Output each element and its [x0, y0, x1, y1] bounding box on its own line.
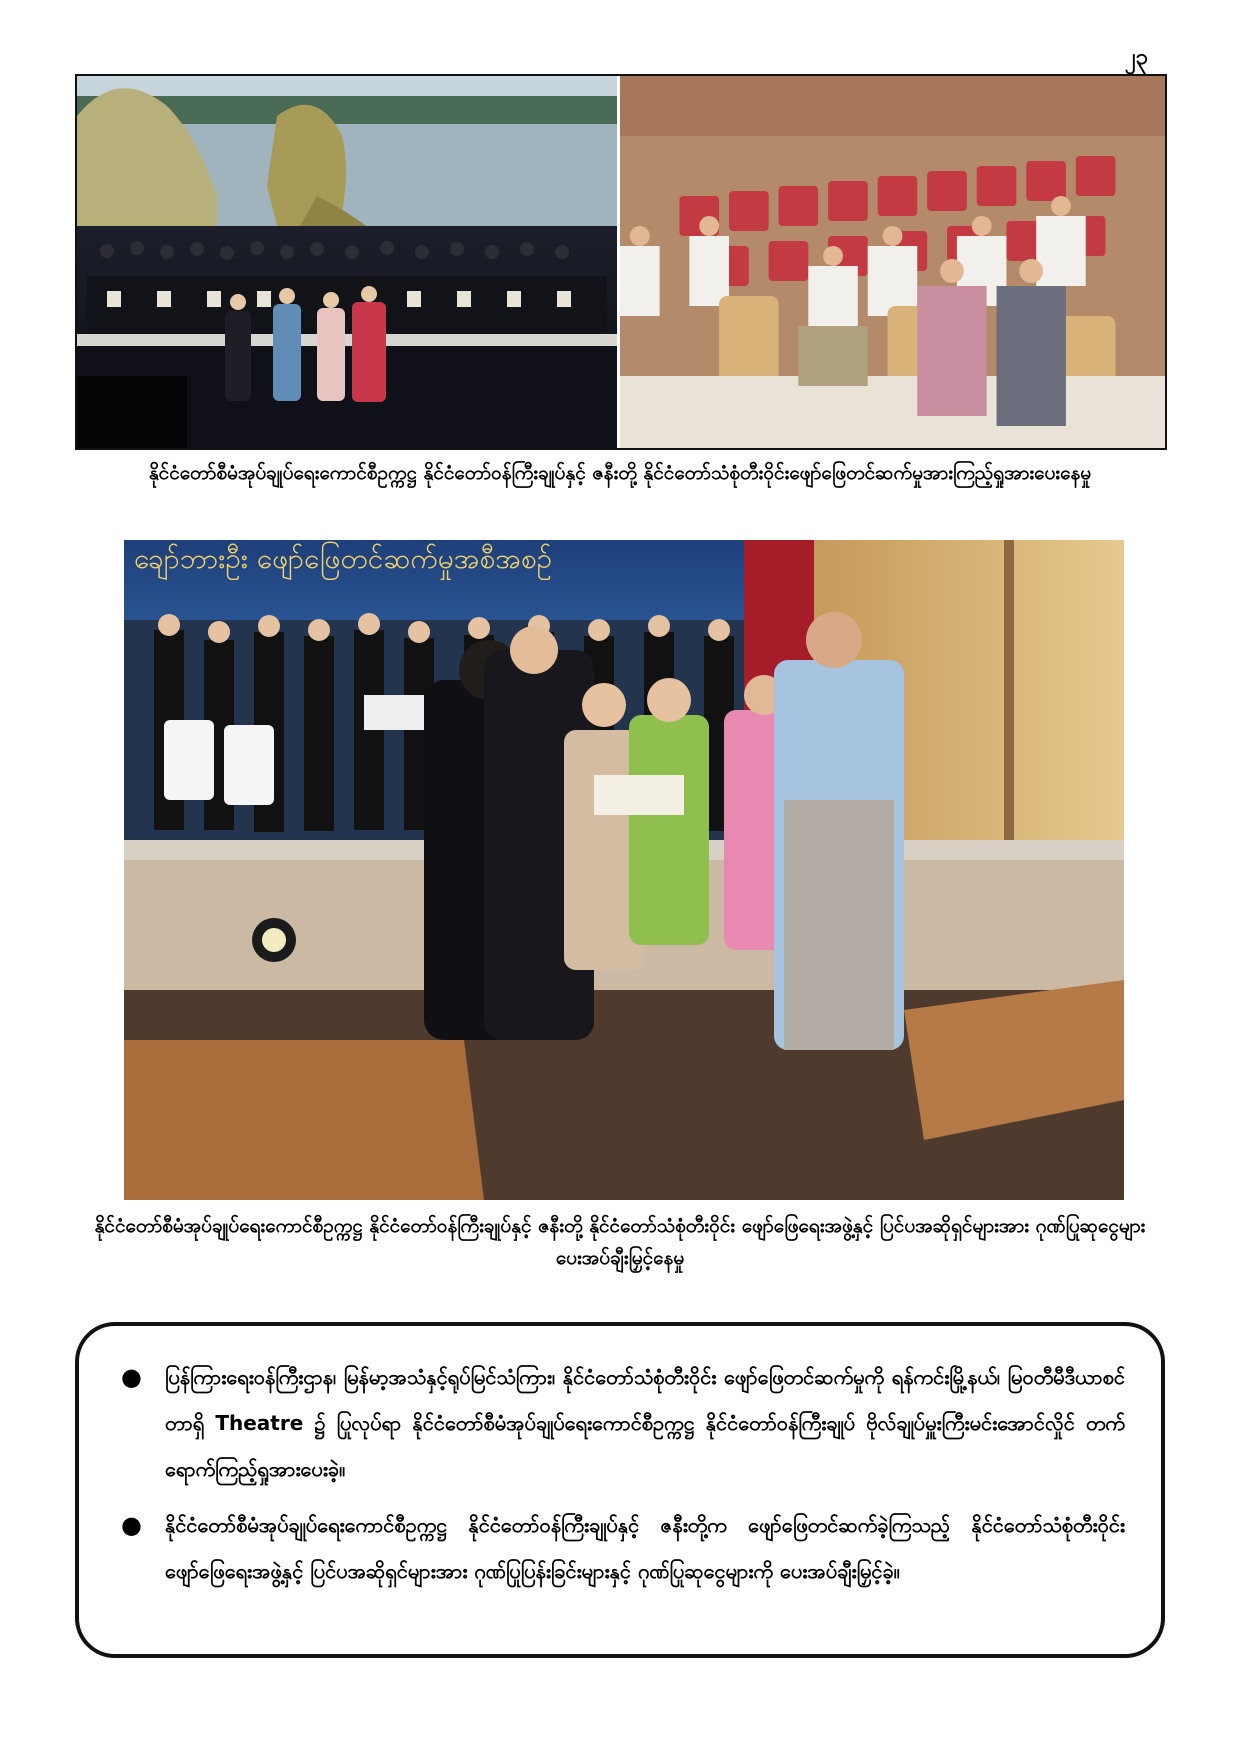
banner-text: ချော်ဘားဦး ဖျော်ဖြေတင်ဆက်မှုအစီအစဉ်	[134, 542, 553, 575]
page-number: ၂၃	[1124, 45, 1148, 70]
bullet-text: ပြန်ကြားရေးဝန်ကြီးဌာန၊ မြန်မာ့အသံနှင့်ရုပ်မြင်သံကြား၊ နိုင်ငံတော်သံစုံတီးဝိုင်း ဖျော်ဖြေတင်ဆက်မှုကို ရန်ကင်းမြို့နယ်၊ မြဝတီမီဒီယာစင်တာရှိ Theatre ၌ ပြုလုပ်ရာ နိုင်ငံတော်စီမံအုပ်ချုပ်ရေးကောင်စီဥက္ကဋ္ဌ နိုင်ငံတော်ဝန်ကြီးချုပ် ဗိုလ်ချုပ်မှူးကြီးမင်းအောင်လှိုင် တက်ရောက်ကြည့်ရှုအားပေးခဲ့။	[165, 1365, 1125, 1481]
summary-box	[75, 1322, 1165, 1658]
summary-bullet	[109, 1354, 1125, 1492]
audience-photo	[617, 76, 1165, 448]
top-photo-strip	[75, 74, 1167, 450]
summary-bullet	[109, 1502, 1125, 1594]
bullet-icon: ●	[121, 1363, 142, 1391]
main-photo-caption: နိုင်ငံတော်စီမံအုပ်ချုပ်ရေးကောင်စီဥက္ကဋ္ဌ နိုင်ငံတော်ဝန်ကြီးချုပ်နှင့် ဇနီးတို့ နိုင်ငံတော်သံစုံတီးဝိုင်း ဖျော်ဖြေရေးအဖွဲ့နှင့် ပြင်ပအဆိုရှင်များအား ဂုဏ်ပြုဆုငွေများ ပေးအပ်ချီးမြှင့်နေမှု	[94, 1215, 1146, 1269]
award-presentation-photo	[124, 540, 1124, 1200]
orchestra-concert-photo	[77, 76, 617, 448]
bullet-icon: ●	[121, 1511, 142, 1539]
top-photos-caption: နိုင်ငံတော်စီမံအုပ်ချုပ်ရေးကောင်စီဥက္ကဋ္ဌ နိုင်ငံတော်ဝန်ကြီးချုပ်နှင့် ဇနီးတို့ နိုင်ငံတော်သံစုံတီးဝိုင်းဖျော်ဖြေတင်ဆက်မှုအားကြည့်ရှုအားပေးနေမှု	[148, 462, 1092, 484]
bullet-text: နိုင်ငံတော်စီမံအုပ်ချုပ်ရေးကောင်စီဥက္ကဋ္ဌ နိုင်ငံတော်ဝန်ကြီးချုပ်နှင့် ဇနီးတို့က ဖျော်ဖြေတင်ဆက်ခဲ့ကြသည့် နိုင်ငံတော်သံစုံတီးဝိုင်း ဖျော်ဖြေရေးအဖွဲ့နှင့် ပြင်ပအဆိုရှင်များအား ဂုဏ်ပြုပြန်းခြင်းများနှင့် ဂုဏ်ပြုဆုငွေများကို ပေးအပ်ချီးမြှင့်ခဲ့။	[165, 1513, 1125, 1583]
summary-bullet-list	[109, 1354, 1125, 1594]
